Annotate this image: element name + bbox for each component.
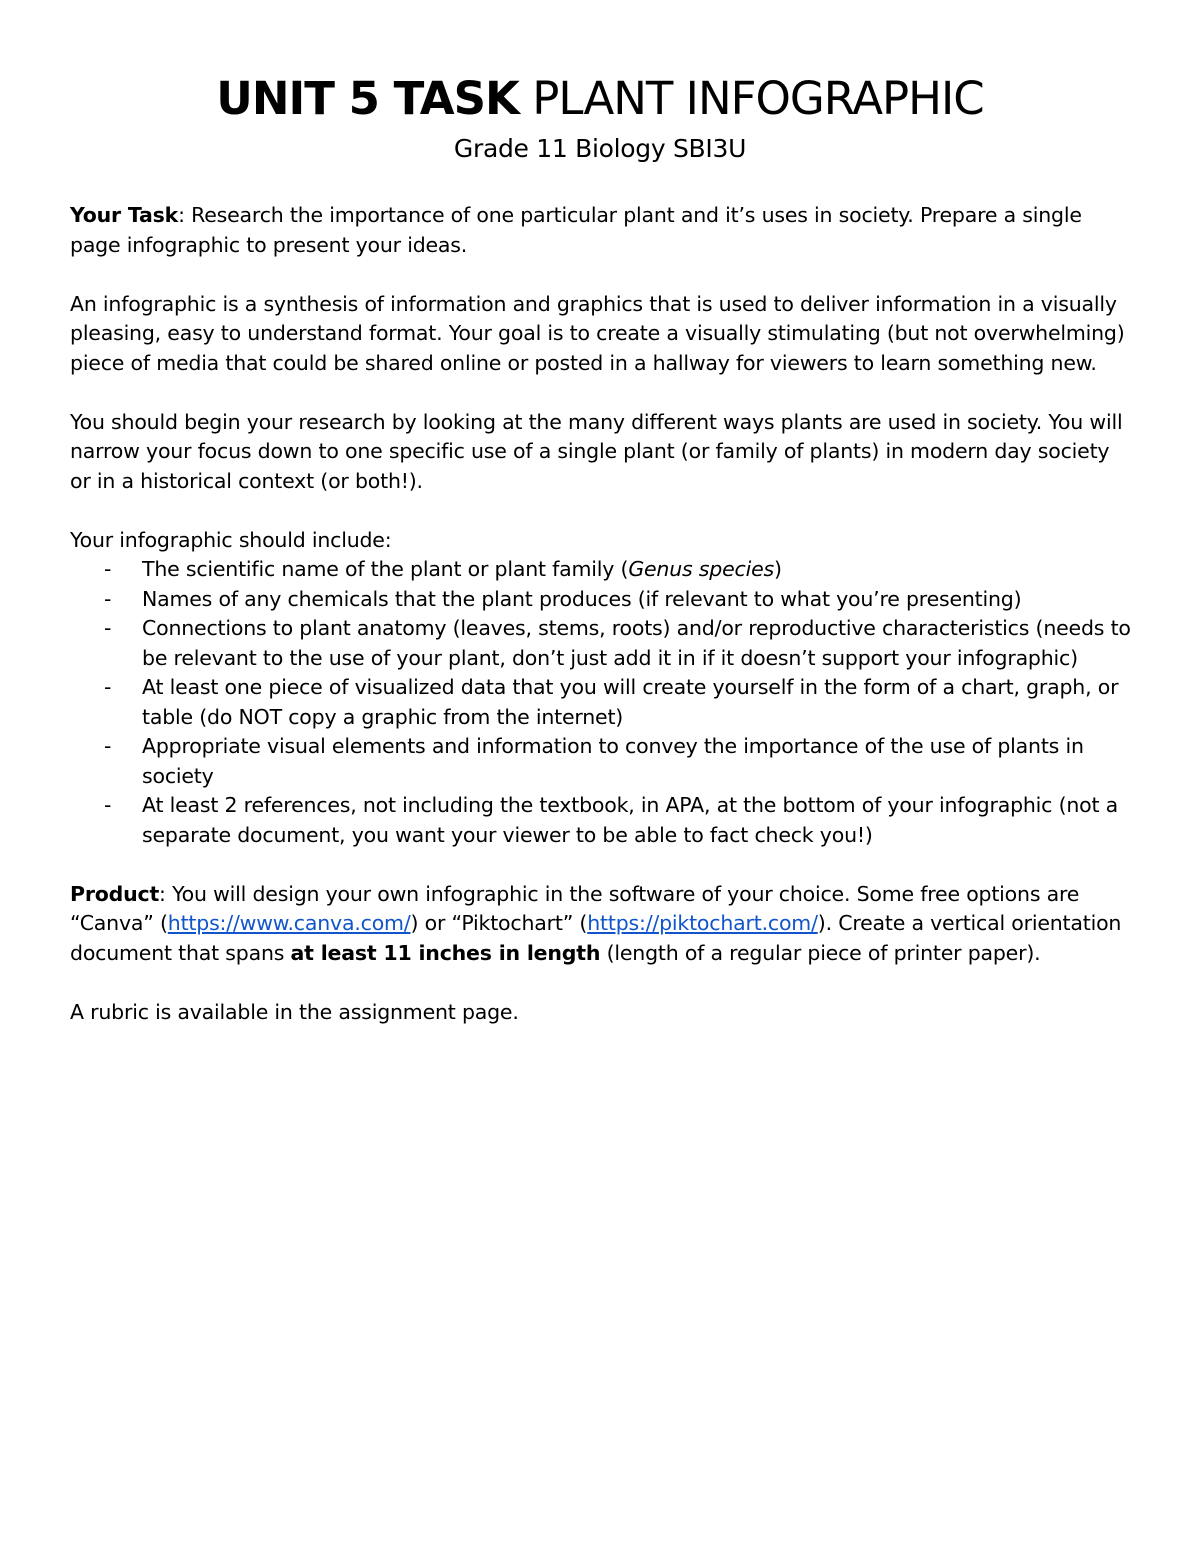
item1-before: The scientific name of the plant or plant family ( [142, 557, 629, 581]
canva-link[interactable]: https://www.canva.com/ [167, 911, 411, 935]
dash-bullet: - [104, 793, 112, 817]
list-item [70, 673, 1135, 732]
research-paragraph: You should begin your research by looking at the many different ways plants are used in society. You will narrow your focus down to one specific use of a single plant (or family of plants) in modern day society or in a historical context (or both!). [70, 409, 1123, 493]
list-item [70, 555, 1135, 585]
dash-bullet: - [104, 675, 112, 699]
item6-text: At least 2 references, not including the textbook, in APA, at the bottom of your infographic (not a separate document, you want your viewer to be able to fact check you!) [142, 793, 1119, 847]
list-item [70, 614, 1135, 673]
product-text-3: ). Create a vertical orientation document that spans [70, 911, 1122, 965]
dash-bullet: - [104, 586, 112, 611]
dash-bullet: - [104, 616, 112, 640]
piktochart-link[interactable]: https://piktochart.com/ [587, 911, 818, 935]
task-text: : Research the importance of one particular plant and it’s uses in society. Prepare a single page infographic to present your ideas. [70, 203, 1082, 257]
document-body [70, 201, 1135, 1057]
item1-italic: Genus species [628, 557, 774, 581]
title-rest: PLANT INFOGRAPHIC [532, 72, 984, 125]
item3-text: Connections to plant anatomy (leaves, stems, roots) and/or reproductive characteristics (needs to be relevant to the use of your plant, don’t just add it in if it doesn’t support your infographic) [142, 616, 1131, 670]
title-bold: UNIT 5 TASK [216, 72, 519, 125]
item5-text: Appropriate visual elements and information to convey the importance of the use of plants in society [142, 734, 1084, 788]
include-list [70, 555, 1135, 850]
product-text-2: ) or “Piktochart” ( [410, 911, 588, 935]
item1-after: ) [773, 557, 782, 581]
task-paragraph [70, 201, 1135, 260]
product-text-1: : You will design your own infographic in the software of your choice. Some free options are “Canva” ( [70, 881, 1080, 935]
dash-bullet: - [104, 734, 112, 758]
task-label: Your Task [70, 203, 179, 227]
dash-bullet: - [104, 557, 112, 581]
rubric-paragraph: A rubric is available in the assignment page. [70, 999, 519, 1024]
include-intro: Your infographic should include: [70, 527, 392, 552]
list-item [70, 791, 1135, 850]
length-requirement: at least 11 inches in length [290, 940, 601, 965]
product-paragraph [70, 880, 1135, 969]
product-text-4: (length of a regular piece of printer paper). [600, 940, 1041, 965]
list-item [70, 585, 1135, 615]
product-label: Product [70, 881, 160, 906]
list-item [70, 732, 1135, 791]
page-title [0, 70, 1200, 128]
page-subtitle: Grade 11 Biology SBI3U [453, 134, 747, 163]
item2-text: Names of any chemicals that the plant produces (if relevant to what you’re presenting) [142, 586, 1022, 611]
infographic-definition-paragraph: An infographic is a synthesis of information and graphics that is used to deliver information in a visually pleasing, easy to understand format. Your goal is to create a visually stimulating (but not overwhelming) piece of media that could be shared online or posted in a hallway for viewers to learn something new. [70, 291, 1125, 375]
item4-text: At least one piece of visualized data that you will create yourself in the form of a chart, graph, or table (do NOT copy a graphic from the internet) [142, 675, 1119, 729]
